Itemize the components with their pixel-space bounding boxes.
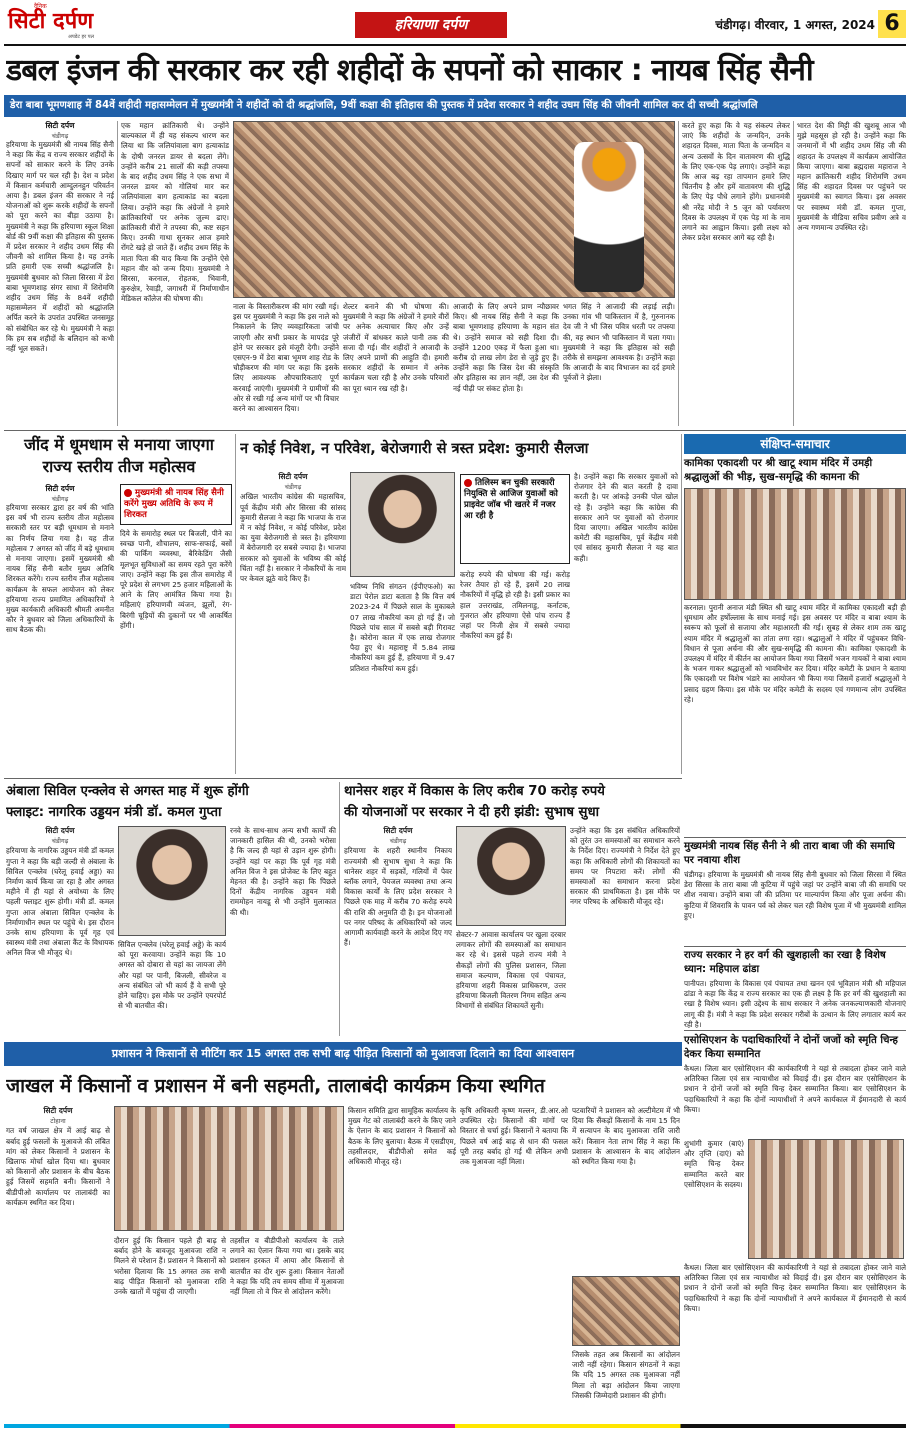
brief-story2-body: चंडीगढ़। हरियाणा के मुख्यमंत्री श्री नायब सिंह सैनी बुधवार को जिला सिरसा में स्थित डेरा सिरसा के तारा बाबा जी कुटिया में पहुंचे जहां पर उन्होंने बाबा जी की समाधि पर शीश नवाया। उन्होंने बाबा जी की प्रतिमा पर माल्यार्पण किया और पूजा अर्चना की। कुटिया में शिवरात्रि के पावन पर्व को लेकर चल रही विशेष पूजा में भी मुख्यमंत्री शामिल हुए। <box>684 870 906 920</box>
farmers-body-4: किसान समिति द्वारा सामूहिक कार्यालय के मुख्य गेट को तालाबंदी करने के किए जाने के ऐलान के बाद प्रशासन ने किसानों को बैठक के लिए बुलाया। बैठक में एसडीएम, तहसीलदार, बीडीपीओ समेत कई अधिकारी मौजूद रहे। <box>348 1106 456 1167</box>
selja-dateline: चंडीगढ़ <box>284 483 302 492</box>
divider <box>793 121 794 426</box>
section-rule <box>4 778 682 779</box>
brief-rule <box>684 946 906 947</box>
selja-body-2: भविष्य निधि संगठन (ईपीएफओ) का डाटा पेरोल डाटा बताता है कि वित्त वर्ष 2023-24 में पिछले साल के मुकाबले 07 लाख नौकरियां कम हो गई हैं। जो पिछले पांच साल में सबसे बड़ी गिरावट है। कोरोना काल में एक लाख रोजगार पैदा हुए थे। महाराष्ट्र में 5.84 लाख नौकरियां कम हुई हैं, हरियाणा में 9.47 प्रतिशत नौकरियां कम हुई। <box>350 582 455 673</box>
selja-body-3: करोड़ रुपये की घोषणा की गई। करोड़ रेजर तैयार हो रहे हैं, इसमें 20 लाख नौकरियों में वृद्धि हो रही है। इसी प्रकार का हाल उत्तराखंड, तमिलनाडु, कर्नाटक, गुजरात और हरियाणा ऐसे पांच राज्य हैं जहां पर निजी क्षेत्र में सबसे ज्यादा नौकरियां कम हुई हैं। <box>460 570 570 641</box>
farmers-text-1: गत वर्ष जाखल क्षेत्र में आई बाढ़ से बर्बाद हुई फसलों के मुआवजे की लंबित मांग को लेकर किसानों ने प्रशासन के खिलाफ मोर्चा खोल दिया था। बुधवार को किसानों और प्रशासन के बीच बैठक हुई जिसमें सहमति बनी। किसानों ने बीडीपीओ कार्यालय पर तालाबंदी का कार्यक्रम स्थगित कर दिया। <box>6 1126 110 1207</box>
farmers-headline: जाखल में किसानों व प्रशासन में बनी सहमती, तालाबंदी कार्यक्रम किया स्थगित <box>6 1075 545 1097</box>
brief-head: संक्षिप्त-समाचार <box>684 434 906 454</box>
brief-story2-head: मुख्यमंत्री नायब सिंह सैनी ने श्री तारा बाबा जी की समाधि पर नवाया शीश <box>684 841 895 866</box>
divider <box>235 434 236 774</box>
bullet-icon <box>464 479 472 487</box>
brief-rule <box>684 1030 906 1031</box>
section-rule <box>4 430 906 431</box>
ambala-headline-2: फ्लाइट: नागरिक उड्डयन मंत्री डॉ. कमल गुप्ता <box>6 805 222 820</box>
selja-portrait <box>350 472 455 577</box>
farmers-body-1 <box>6 1106 110 1426</box>
brief-story4-body-2: कैथल। जिला बार एसोसिएशन की कार्यकारिणी ने यहां से तबादला होकर जाने वाले अतिरिक्त जिला एवं सत्र न्यायाधीश को विदाई दी। इस दौरान बार एसोसिएशन के प्रधान ने दोनों जजों को स्मृति चिन्ह देकर सम्मानित किया। बार एसोसिएशन के पदाधिकारियों ने कहा कि दोनों न्यायाधीशों ने अपने कार्यकाल में ईमानदारी से कार्य किया। <box>684 1263 906 1313</box>
lead-body-7: करते हुए कहा कि वे यह संकल्प लेकर जाएं कि शहीदों के जन्मदिन, उनके शहादत दिवस, माता पिता के जन्मदिन व अन्य उत्सवों के दिन वातावरण की शुद्धि के लिए एक-एक पेड़ लगाएं। उन्होंने कहा कि आज बढ़ रहा तापमान हमारे लिए चिंतनीय है और हमें वातावरण की शुद्धि के लिए पेड़ पौधे लगाने होंगे। प्रधानमंत्री श्री नरेंद्र मोदी ने 5 जून को पर्यावरण दिवस के उपलक्ष्य में एक पेड़ मां के नाम लगाने का आह्वान किया। इसी लक्ष्य को लेकर प्रदेश सरकार आगे बढ़ रही है। <box>682 121 790 243</box>
brief-story1-body: करनाल। पुरानी अनाज मंडी स्थित श्री खाटू श्याम मंदिर में कामिका एकादशी बड़ी ही धूमधाम और हर्षोल्लास के साथ मनाई गई। इस अवसर पर मंदिर व बाबा श्याम के स्वरूप को फूलों से सजाया और महाआरती की गई। सुबह से लेकर शाम तक खाटू श्याम मंदिर में श्रद्धालुओं का तांता लगा रहा। श्रद्धालुओं ने मंदिर में पहुंचकर विधि-विधान से पूजा अर्चना की और सुख-समृद्धि की कामना की। कामिका एकादशी के उपलक्ष्य में मंदिर में कीर्तन का आयोजन किया गया जिसमें भजन गायकों ने बाबा श्याम के भजन गाकर श्रद्धालुओं को भावविभोर कर दिया। मंदिर कमेटी के प्रधान ने बताया कि एकादशी पर विशेष भंडारे का आयोजन भी किया गया जिसमें हजारों श्रद्धालुओं ने प्रसाद ग्रहण किया। इस मौके पर मंदिर कमेटी के सदस्य एवं गणमान्य लोग उपस्थित रहे। <box>684 603 906 704</box>
subhash-sudha-portrait <box>456 826 566 926</box>
masthead <box>0 0 910 44</box>
farmers-body-6: पटवारियों ने प्रशासन को अल्टीमेटम में भी दिया कि सैंकड़ों किसानों के नाम 15 दिन में सत्यापन के बाद मुआवजा राशि जारी करें। किसान नेता लाभ सिंह ने कहा कि प्रशासन के आश्वासन के बाद आंदोलन को स्थगित किया गया है। <box>572 1106 680 1167</box>
lead-col-1 <box>6 121 114 426</box>
thanesar-dateline: चंडीगढ़ <box>389 837 407 846</box>
selja-headline: न कोई निवेश, न परिवेश, बेरोजगारी से त्रस्त प्रदेश: कुमारी सैलजा <box>240 440 589 457</box>
lead-body-6: भगत सिंह ने आजादी की लड़ाई लड़ी। उनका गांव भी पाकिस्तान में है, गुरुनानक देव जी ने भी जिस पवित्र धरती पर तपस्या की, वह स्थान भी पाकिस्तान में चला गया। मुख्यमंत्री ने कहा कि इतिहास को सही तरीके से समझना आवश्यक है। उन्होंने कहा कि आजादी के बाद विभाजन का दर्द हमारे पूर्वजों ने झेला। <box>563 302 675 383</box>
page-number: 6 <box>878 10 906 38</box>
logo <box>8 2 118 42</box>
divider <box>339 782 340 1036</box>
thanesar-headline-1: थानेसर शहर में विकास के लिए करीब 70 करोड़ रुपये <box>344 784 605 799</box>
lead-subhead-bar <box>4 95 906 117</box>
teej-headline-1: जींद में धूमधाम से मनाया जाएगा <box>24 435 214 454</box>
thanesar-body-3: उन्होंने कहा कि इस संबंधित अधिकारियों को तुरंत उन समस्याओं का समाधान करने के निर्देश दिए। राज्यमंत्री ने निर्देश देते हुए कहा कि अधिकारी लोगों की शिकायतों का समय पर निपटारा करें। लोगों की समस्याओं का समाधान करना प्रदेश सरकार की प्राथमिकता है। इस मौके पर नगर परिषद के अधिकारी मौजूद रहे। <box>570 826 680 907</box>
farmers-byline: सिटी दर्पण <box>43 1106 73 1115</box>
ambala-body-2: रनवे के साथ-साथ अन्य सभी कार्यों की जानकारी हासिल की थी, उनको भरोसा है कि जल्द ही यहां से उड़ान शुरू होगी। उन्होंने यहां पर कहा कि पूर्व गृह मंत्री अनिल विज ने इस प्रोजेक्ट के लिए बहुत मेहनत की है। उन्होंने कहा कि पिछले दिनों केंद्रीय नागरिक उड्डयन मंत्री राममोहन नायडू से भी उन्होंने मुलाकात की थी। <box>230 826 336 917</box>
thanesar-byline: सिटी दर्पण <box>383 826 413 835</box>
lead-byline: सिटी दर्पण <box>45 121 75 130</box>
teej-story <box>6 434 232 774</box>
footer-strip <box>4 1424 906 1428</box>
thanesar-body-2: सेक्टर-7 आवास कार्यालय पर खुला दरबार लगाकर लोगों की समस्याओं का समाधान कर रहे थे। इससे पहले राज्य मंत्री ने सैकड़ों लोगों की पुलिस प्रशासन, जिला समाज कल्याण, विकास एवं पंचायत, हरियाणा शहरी विकास प्राधिकरण, उत्तर हरियाणा बिजली वितरण निगम सहित अन्य विभागों से संबंधित शिकायतें सुनी। <box>456 930 566 1011</box>
speaker-figure <box>574 142 644 292</box>
ambala-byline: सिटी दर्पण <box>45 826 75 835</box>
thanesar-text-1: हरियाणा के शहरी स्थानीय निकाय राज्यमंत्री श्री सुभाष सुधा ने कहा कि थानेसर शहर में सड़कों, गलियों में पेवर ब्लॉक लगाने, पेयजल व्यवस्था तथा अन्य विकास कार्यों के लिए प्रदेश सरकार ने पिछले एक माह में करीब 70 करोड़ रुपये की राशि की अनुमति दी है। इन योजनाओं पर नगर परिषद के अधिकारियों को जल्द आगामी कार्यवाही करने के आदेश दिए गए हैं। <box>344 846 452 948</box>
logo-text: सिटी दर्पण <box>8 9 94 34</box>
selja-callout-text: तिलिस्म बन चुकी सरकारी नियुक्ति से आजिज युवाओं को प्राइवेट जॉब भी खतरे में नजर आ रही है <box>464 478 558 521</box>
brief-story3-head: राज्य सरकार ने हर वर्ग की खुशहाली का रखा है विशेष ध्यान: महिपाल ढांडा <box>684 950 886 975</box>
logo-small: दैनिक <box>34 3 47 10</box>
teej-byline: सिटी दर्पण <box>45 484 75 493</box>
farmers-body-5: कृषि अधिकारी कृष्ण मल्लन, डी.आर.ओ उपस्थित रहे। किसानों की मांगों पर विस्तार से चर्चा हुई। किसानों ने बताया कि पिछले वर्ष आई बाढ़ से धान की फसल पूरी तरह बर्बाद हो गई थी लेकिन अभी तक मुआवजा नहीं मिला। <box>460 1106 568 1167</box>
lead-body-3: नाला के विस्तारीकरण की मांग रखी गई। इस पर मुख्यमंत्री ने कहा कि इस नाले को निकालने के लिए व्यवहारिकता जांची जाएगी और सभी प्रकार के मापदंड पूरे होने पर सरकार इसे मंजूरी देगी। उन्होंने एसएन-9 में डेरा बाबा भूमण शाह रोड के चौड़ीकरण की मांग पर कहा कि इसके लिए आवश्यक औपचारिकताएं पूर्ण करवाई जाएंगी। मुख्यमंत्री ने ग्रामीणों की ओर से रखी गई अन्य मांगों पर भी विचार करने का आश्वासन दिया। <box>233 302 339 414</box>
teej-headline-2: राज्य स्तरीय तीज महोत्सव <box>42 457 196 476</box>
teej-body-2: दिये के समारोह स्थल पर बिजली, पीने का स्वच्छ पानी, शौचालय, साफ-सफाई, बसों की पार्किंग व्यवस्था, बैरिकेडिंग जैसी मूलभूत सुविधाओं का समय रहते पूरा करेंगे जाए। उन्होंने कहा कि इस तीज समारोह में पूरे प्रदेश से लगभग 25 हजार महिलाओं के आने के लिए आमंत्रित किया गया है। महिलाएं हरियाणवी व्यंजन, झूलों, रंग-बिरंगी चूड़ियों की दुकानों पर भी आकर्षित होंगी। <box>120 529 232 630</box>
lead-body-1: हरियाणा के मुख्यमंत्री श्री नायब सिंह सैनी ने कहा कि केंद्र व राज्य सरकार शहीदों के सपनों को साकार करने के लिए उनके दिखाए मार्ग पर चल रही है। देश व प्रदेश में किसान कर्मचारी आम्दुलनहुन परिवर्तन आया है। डबल इंजन की सरकार ने नई योजनाओं को शुरू करके शहीदों के सपनों को पूरा करने का बीड़ा उठाया है। मुख्यमंत्री ने कहा कि हरियाणा स्कूल शिक्षा बोर्ड की 9वीं कक्षा की इतिहास की पुस्तक में प्रदेश सरकार ने शहीद उधम सिंह की जीवनी को शामिल किया है। यह उनके प्रति हमारी एक सच्ची श्रद्धांजलि है। मुख्यमंत्री बुधवार को जिला सिरसा में डेरा बाबा भूमणशाह संगर साधा में शिरोमणि शहीद उधम सिंह के 84वें शहीदी महासम्मेलन में शहीदों को श्रद्धांजलि अर्पित करने के उपरांत उपस्थित जनसमूह को संबोधित कर रहे थे। मुख्यमंत्री ने कहा कि हम सब शहीदों के बलिदान को कभी नहीं भूल सकते। <box>6 140 114 354</box>
logo-tagline: अपडेट हर पल <box>68 34 94 40</box>
farmers-body-7: जिसके तहत अब किसानों का आंदोलन जारी नहीं रहेगा। किसान संगठनों ने कहा कि यदि 15 अगस्त तक मुआवजा नहीं मिला तो बड़ा आंदोलन किया जाएगा जिसकी जिम्मेदारी प्रशासन की होगी। <box>572 1350 680 1400</box>
divider <box>117 121 118 426</box>
thanesar-body-1 <box>344 826 452 1036</box>
lead-body-5: आजादी के लिए अपने प्राण न्यौछावर किए। श्री नायब सिंह सैनी ने कहा कि बाबा भूमणशाह हरियाणा के महान संत थे। उन्होंने समाज को सही दिशा दी। उन्होंने 1200 एकड़ में फैला हुआ था। करीब दो लाख लोग डेरा से जुड़े हुए हैं। उन्होंने कहा कि जिस देश की संस्कृति और इतिहास का ज्ञान नहीं, उस देश की नई पीढ़ी पर संकट होता है। <box>453 302 559 393</box>
selja-body-1 <box>240 472 346 772</box>
lead-body-8: भारत देश की मिट्टी की खुशबू आज भी मुझे महसूस हो रही है। उन्होंने कहा कि जनमानों में भी शहीद उधम सिंह जी की शहादत के उपलक्ष्य में कार्यक्रम आयोजित किया जाएगा। बाबा ब्रह्मदास महाराज ने महान क्रांतिकारी शहीद शिरोमणि उधम सिंह की शहादत दिवस पर पहुंचने पर मुख्यमंत्री का स्वागत किया। इस अवसर पर स्वास्थ्य मंत्री डॉ. कमल गुप्ता, मुख्यमंत्री के मीडिया सचिव प्रवीण अत्रे व अन्य गणमान्य उपस्थित रहे। <box>797 121 906 233</box>
farmers-banner <box>4 1042 682 1066</box>
teej-callout-text: मुख्यमंत्री श्री नायब सिंह सैनी करेंगे मुख्य अतिथि के रूप में शिरकत <box>124 488 224 520</box>
thanesar-headline-2: की योजनाओं पर सरकार ने दी हरी झंडी: सुभाष सुधा <box>344 805 599 820</box>
masthead-rule <box>4 44 906 46</box>
brief-story4-caption: शुभांगी कुमार (बाएं) और तृप्ति (दाएं) को स्मृति चिन्ह देकर सम्मानित करते बार एसोसिएशन के सदस्य। <box>684 1139 744 1189</box>
dateline: चंडीगढ़। वीरवार, 1 अगस्त, 2024 <box>715 18 875 32</box>
brief-rule <box>684 837 906 838</box>
section-title: हरियाणा दर्पण <box>394 17 468 33</box>
ambala-headline-1: अंबाला सिविल एन्क्लेव से अगस्त माह में शुरू होंगी <box>6 784 249 799</box>
temple-photo <box>684 488 906 600</box>
lead-body-4: शेल्टर बनाने की भी घोषणा की। मुख्यमंत्री ने कहा कि अंग्रेजों ने हमारे वीरों पर अनेक अत्याचार किए और उन्हें जंजीरों में बांधकर काले पानी तक की सजा दी गई। वीर शहीदों ने आजादी के लिए अपने प्राणों की आहुति दी। हमारी सरकार शहीदों के सम्मान में अनेक कार्यक्रम चला रही है और उनके परिवारों का पूरा ध्यान रख रही है। <box>343 302 449 393</box>
brief-story4 <box>684 1030 906 1425</box>
teej-dateline: चंडीगढ़ <box>51 495 69 503</box>
lead-headline: डबल इंजन की सरकार कर रही शहीदों के सपनों को साकार : नायब सिंह सैनी <box>6 53 813 88</box>
ambala-text-1: हरियाणा के नागरिक उड्डयन मंत्री डॉ कमल गुप्ता ने कहा कि बड़ी जल्दी से अंबाला के सिविल एन्क्लेव (घरेलू हवाई अड्डा) का निर्माण कार्य किया जा रहा है और अगस्त महीने में ही यहां से अयोध्या के लिए पहली फ्लाइट शुरू होगी। मंत्री डॉ. कमल गुप्ता आज अंबाला सिविल एन्क्लेव के निर्माणाधीन स्थल पर पहुंचे थे। इस दौरान उनके साथ हरियाणा के पूर्व गृह एवं स्वास्थ्य मंत्री तथा अंबाला कैंट के विधायक अनिल विज भी मौजूद थे। <box>6 846 114 958</box>
divider <box>678 121 679 426</box>
lead-subhead: डेरा बाबा भूमणशाह में 84वें शहीदी महासम्मेलन में मुख्यमंत्री ने शहीदों को दी श्रद्धांजलि, 9वीं कक्षा की इतिहास की पुस्तक में प्रदेश सरकार ने शहीद उधम सिंह की जीवनी शामिल कर दी सच्ची श्रद्धांजलि <box>10 100 758 111</box>
ambala-dateline: चंडीगढ़ <box>51 837 69 846</box>
farmers-dateline: टोहाना <box>50 1117 66 1126</box>
selja-callout <box>460 474 570 564</box>
farmers-body-3: तहसील व बीडीपीओ कार्यालय के ताले लगाने का ऐलान किया गया था। इसके बाद प्रशासन हरकत में आया और किसानों से बातचीत का दौर शुरू हुआ। किसान नेताओं ने कहा कि यदि तय समय सीमा में मुआवजा नहीं मिला तो वे फिर से आंदोलन करेंगे। <box>230 1236 344 1297</box>
selja-byline: सिटी दर्पण <box>278 472 308 481</box>
lead-dateline: चंडीगढ़ <box>51 132 69 140</box>
brief-story4-body: कैथल। जिला बार एसोसिएशन की कार्यकारिणी ने यहां से तबादला होकर जाने वाले अतिरिक्त जिला एवं सत्र न्यायाधीश को विदाई दी। इस दौरान बार एसोसिएशन के प्रधान ने दोनों जजों को स्मृति चिन्ह देकर सम्मानित किया। बार एसोसिएशन के पदाधिकारियों ने कहा कि दोनों न्यायाधीशों ने अपने कार्यकाल में ईमानदारी से कार्य किया। <box>684 1064 906 1114</box>
lead-photo-crowd <box>233 121 675 298</box>
lead-body-2: एक महान क्रांतिकारी थे। उन्होंने बाल्यकाल में ही यह संकल्प धारण कर लिया था कि जलियांवाला बाग हत्याकांड के दोषी जनरल डायर से बदला लेंगे। उन्होंने करीब 21 सालों की कड़ी तपस्या के बाद शहीद उधम सिंह ने एक सभा में जनरल डायर को गोलियां मार कर जलियांवाला बाग हत्याकांड का बदला लिया। उन्होंने कहा कि अंग्रेजों ने हमारे क्रांतिकारियों पर अनेक जुल्म ढाए। क्रांतिकारी वीरों ने तपस्या की, कष्ट सहन किए। उनकी गाथा सुनकर आज हमारे रोंगटे खड़े हो जाते हैं। शहीद उधम सिंह के माता पिता की याद किया कि उन्होंने ऐसे महान वीर को जन्म दिया। मुख्यमंत्री ने सिरसा, करनाल, रोहतक, भिवानी, कुरुक्षेत्र, रेवाड़ी, जगाधरी में निर्माणाधीन मेडिकल कॉलेज की घोषणा की। <box>121 121 229 304</box>
brief-story1-head: कामिका एकादशी पर श्री खाटू श्याम मंदिर में उमड़ी श्रद्धालुओं की भीड़, सुख-समृद्धि की कामना की <box>684 458 873 483</box>
farmers-meeting-photo <box>114 1106 344 1231</box>
selja-text-1: अखिल भारतीय कांग्रेस की महासचिव, पूर्व केंद्रीय मंत्री और सिरसा की सांसद कुमारी सैलजा ने कहा कि भाजपा के राज में न कोई निवेश, न कोई परिवेश, प्रदेश का युवा बेरोजगारी से त्रस्त है। हरियाणा में बेरोजगारी दर सबसे ज्यादा है। भाजपा सरकार को युवाओं के भविष्य की कोई चिंता नहीं है। सरकार ने नौकरियों के नाम पर केवल झूठे वादे किए हैं। <box>240 492 346 584</box>
judges-photo <box>748 1139 904 1259</box>
brief-story3-body: पानीपत। हरियाणा के विकास एवं पंचायत तथा खनन एवं भूविज्ञान मंत्री श्री महिपाल ढांडा ने कहा कि केंद्र व राज्य सरकार का एक ही लक्ष्य है कि हर वर्ग की खुशहाली का रखा है विशेष ध्यान। इसी उद्देश्य के साथ सरकार ने अनेक जनकल्याणकारी योजनाएं लागू की हैं। मंत्री ने कहा कि प्रदेश सरकार गरीबों के उत्थान के लिए लगातार कार्य कर रही है। <box>684 979 906 1029</box>
brief-story4-head: एसोसिएशन के पदाधिकारियों ने दोनों जजों को स्मृति चिन्ह देकर किया सम्मानित <box>684 1035 898 1060</box>
ambala-body-1 <box>6 826 114 1036</box>
teej-callout <box>120 484 232 525</box>
farmers-protest-photo <box>572 1276 680 1346</box>
bullet-icon <box>124 489 132 497</box>
section-banner <box>355 12 507 38</box>
selja-body-4: है। उन्होंने कहा कि सरकार युवाओं को रोजगार देने की बात करती है दावा करती है। पर आंकड़े उनकी पोल खोल रहे हैं। उन्होंने कहा कि कांग्रेस की सरकार आने पर युवाओं को रोजगार दिया जाएगा। अखिल भारतीय कांग्रेस कमेटी की महासचिव, पूर्व केंद्रीय मंत्री एवं सांसद कुमारी सैलजा ने यह बात कही। <box>574 472 678 563</box>
ambala-body-3: सिविल एन्क्लेव (घरेलू हवाई अड्डे) के कार्य को पूरा करवाया। उन्होंने कहा कि 10 अगस्त को दोबारा से यहां का जायजा लेंगे और यहां पर पानी, बिजली, सीवरेज व अन्य संबंधित जो भी कार्य हैं वे सभी पूरे होने चाहिए। इस मौके पर उन्होंने एयरपोर्ट से भी बातचीत की। <box>118 940 226 1011</box>
teej-body: हरियाणा सरकार द्वारा हर वर्ष की भांति इस वर्ष भी राज्य स्तरीय तीज महोत्सव सरकारी स्तर पर बड़ी धूमधाम से मनाने का निर्णय लिया गया है। यह तीज महोत्सव 7 अगस्त को जींद में बड़े धूमधाम से मनाया जाएगा। इसमें मुख्यमंत्री श्री नायब सिंह सैनी बतौर मुख्य अतिथि शिरकत करेंगे। राज्य स्तरीय तीज महोत्सव कार्यक्रम के सफल आयोजन को लेकर हरियाणा राज्य प्रमाणित अधिकारियों ने मुख्य कार्यकारी अधिकारी श्रीमती अमनीत कौर ने बुधवार को जिला अधिकारियों के साथ बैठक की। <box>6 503 114 635</box>
brief-column <box>684 434 906 1029</box>
divider <box>681 434 682 774</box>
farmers-banner-text: प्रशासन ने किसानों से मीटिंग कर 15 अगस्त तक सभी बाढ़ पीड़ित किसानों को मुआवजा दिलाने का दिया आश्वासन <box>111 1047 575 1060</box>
farmers-body-2: दौरान हुई कि किसान पहले ही बाढ़ से बर्बाद होने के बावजूद मुआवजा राशि न मिलने से परेशान हैं। प्रशासन ने किसानों को भरोसा दिलाया कि 15 अगस्त तक सभी बाढ़ पीड़ित किसानों को मुआवजा राशि उनके खातों में पहुंचा दी जाएगी। <box>114 1236 226 1297</box>
kamal-gupta-portrait <box>118 826 226 936</box>
